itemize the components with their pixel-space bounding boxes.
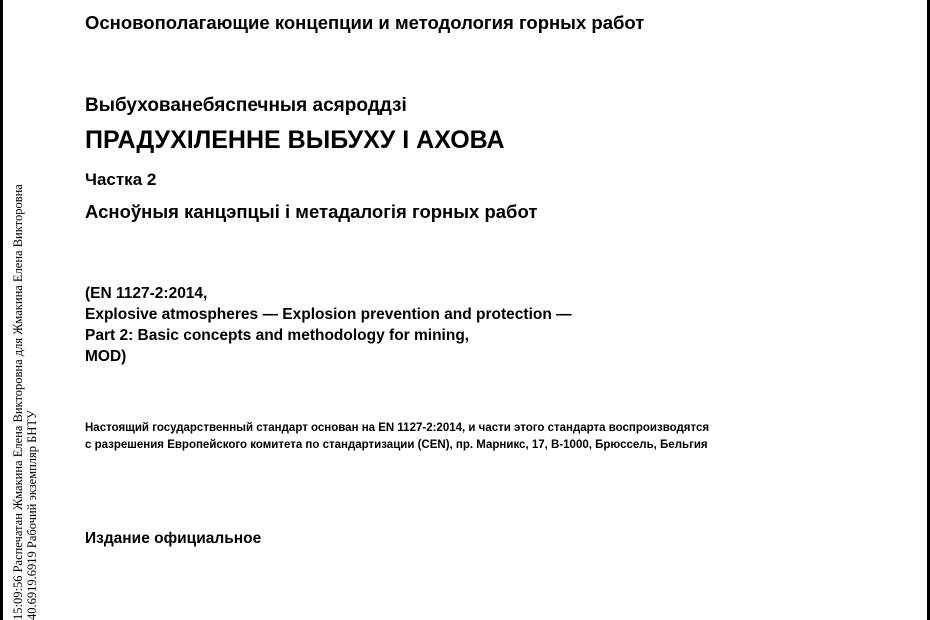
copyright-note-line-2: с разрешения Европейского комитета по стандартизации (CEN), пр. Марникс, 17, B-1000, Брюссель, Бельгия [85,439,708,451]
copyright-note [85,420,709,454]
part-number: Частка 2 [85,170,157,189]
belarusian-main-title: ПРАДУХІЛЕННЕ ВЫБУХУ І АХОВА [85,126,505,154]
part-title: Асноўныя канцэпцыі і метадалогія горных работ [85,201,538,222]
copyright-note-line-1: Настоящий государственный стандарт основан на EN 1127-2:2014, и части этого стандарта воспроизводятся [85,422,710,434]
side-stamp-line-2: 40.6919.6919 Рабочий экземпляр БНТУ [25,410,39,620]
english-reference [85,283,572,367]
english-reference-line-3: Part 2: Basic concepts and methodology for mining, [85,327,470,344]
english-reference-line-4: MOD) [85,348,127,365]
belarusian-subtitle: Выбухованебяспечныя асяроддзі [85,95,407,116]
english-reference-line-1: (EN 1127-2:2014, [85,285,208,302]
edition-label: Издание официальное [85,530,262,547]
side-stamp-line-1: 15:09:56 Распечатан Жмакина Елена Викторовна для Жмакина Елена Викторовна [11,184,25,620]
english-reference-line-2: Explosive atmospheres — Explosion prevention and protection — [85,306,572,323]
side-print-stamp [3,0,73,620]
side-stamp-text [11,184,39,620]
russian-title: Основополагающие концепции и методология горных работ [85,12,645,33]
